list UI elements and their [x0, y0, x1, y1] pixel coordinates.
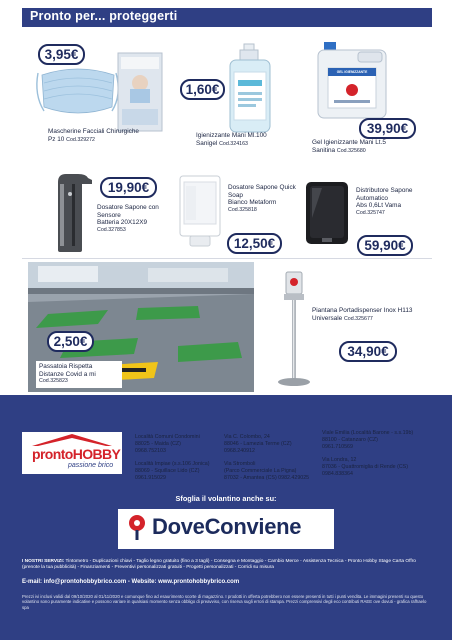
- price-tag: 19,90€: [100, 177, 157, 198]
- product-title: Dosatore Sapone Quick Soap Bianco Metaform Cod.325818: [228, 184, 296, 213]
- product-title: Piantana Portadispenser Inox H113 Universale Cod.325677: [312, 307, 413, 322]
- store-column-3: Viale Emilia (Località Barone - s.s.19b) 88100 - Catanzaro (CZ) 0961.710569 Via Londra, 12 87036 - Quattromiglia di Rende (CS) 0984.838364: [322, 430, 414, 477]
- automatic-distributor-image: [298, 178, 356, 248]
- sfoglia-heading: Sfoglia il volantino anche su:: [175, 494, 277, 503]
- contact-line[interactable]: E-mail: info@prontohobbybrico.com - Website: www.prontohobbybrico.com: [22, 579, 240, 585]
- product-title: Dosatore Sapone con Sensore Batteria 20X12X9 Cod.327853: [97, 204, 159, 233]
- price-tag: 34,90€: [339, 341, 397, 362]
- doveconviene-text: DoveConviene: [152, 514, 302, 539]
- page-title: Pronto per... proteggerti: [30, 9, 178, 23]
- gel-tank-image: [314, 40, 394, 120]
- section-divider: [22, 258, 432, 259]
- product-title: Mascherine Facciali Chirurgiche Pz 10 Cod.329272: [48, 128, 139, 143]
- product-title: Gel Igienizzante Mani Lt.5 Sanitina Cod.325680: [312, 139, 386, 154]
- price-tag: 3,95€: [38, 44, 85, 65]
- store-column-2: Via C. Colombo, 24 88046 - Lamezia Terme (CZ) 0968.240912 Via Stromboli (Parco Commerciale La Pigna) 87032 - Amantea (CS) 0982.429025: [224, 434, 310, 481]
- price-tag: 39,90€: [359, 118, 416, 139]
- price-tag: 12,50€: [227, 233, 282, 254]
- price-tag: 1,60€: [180, 79, 225, 100]
- price-tag: 2,50€: [47, 331, 94, 352]
- doveconviene-logo-icon: [128, 514, 146, 542]
- logo-brand: prontoHOBBY: [32, 446, 121, 462]
- store-column-1: Località Comuni Condomini 88025 - Maida (CZ) 0968.752103 Località Impiae (s.s.106 Jonica) 88069 - Squillace Lido (CZ) 0961.915029: [135, 434, 210, 481]
- price-tag: 59,90€: [357, 235, 413, 256]
- prontohobby-logo: [22, 432, 122, 474]
- services-text: I NOSTRI SERVIZI: Tintometro - Duplicazioni chiavi - Taglio legno gratuito (fino a 3 tagli) - Consegna e Montaggio - Cambio Merce - Assistenza Tecnica - Pronto Hobby Stage Carta Offro (prenote la tua pubblicità) - Finanziamenti - Preventivi personalizzati gratuiti - Progetti personalizzati - Corridi su misura: [22, 559, 416, 571]
- sanigel-bottle-image: [222, 42, 278, 134]
- product-title: Igienizzante Mani Ml.100 Sanigel Cod.324163: [196, 132, 267, 147]
- disclaimer-text: Prezzi ivi inclusi validi dal 09/10/2020 al 01/11/2020 e comunque fino ad esaurimento scorte di magazzino. I prodotti in offerta potrebbero non essere presenti in tutti i punti vendita. Le immagini presenti su questo volantino sono puramente indicative e possono variare in qualsiasi momento senza obbligo di preavviso, con riserva sugli errori di stampa. Prezzi comprensivi degli eco contributi RAEE ove dovuti - grafica rafhaelo spa: [22, 594, 427, 610]
- dispenser-stand-image: [270, 262, 318, 392]
- logo-tagline: passione brico: [68, 462, 114, 469]
- product-title: Distributore Sapone Automatico Abs 0,6Lt Vama Cod.325747: [356, 187, 413, 216]
- product-title: Passatoia Rispetta Distanze Covid a mi Cod.325823: [36, 361, 122, 388]
- gel-label-text: GEL IGIENIZZANTE: [336, 70, 368, 74]
- quick-soap-dispenser-image: [172, 172, 228, 252]
